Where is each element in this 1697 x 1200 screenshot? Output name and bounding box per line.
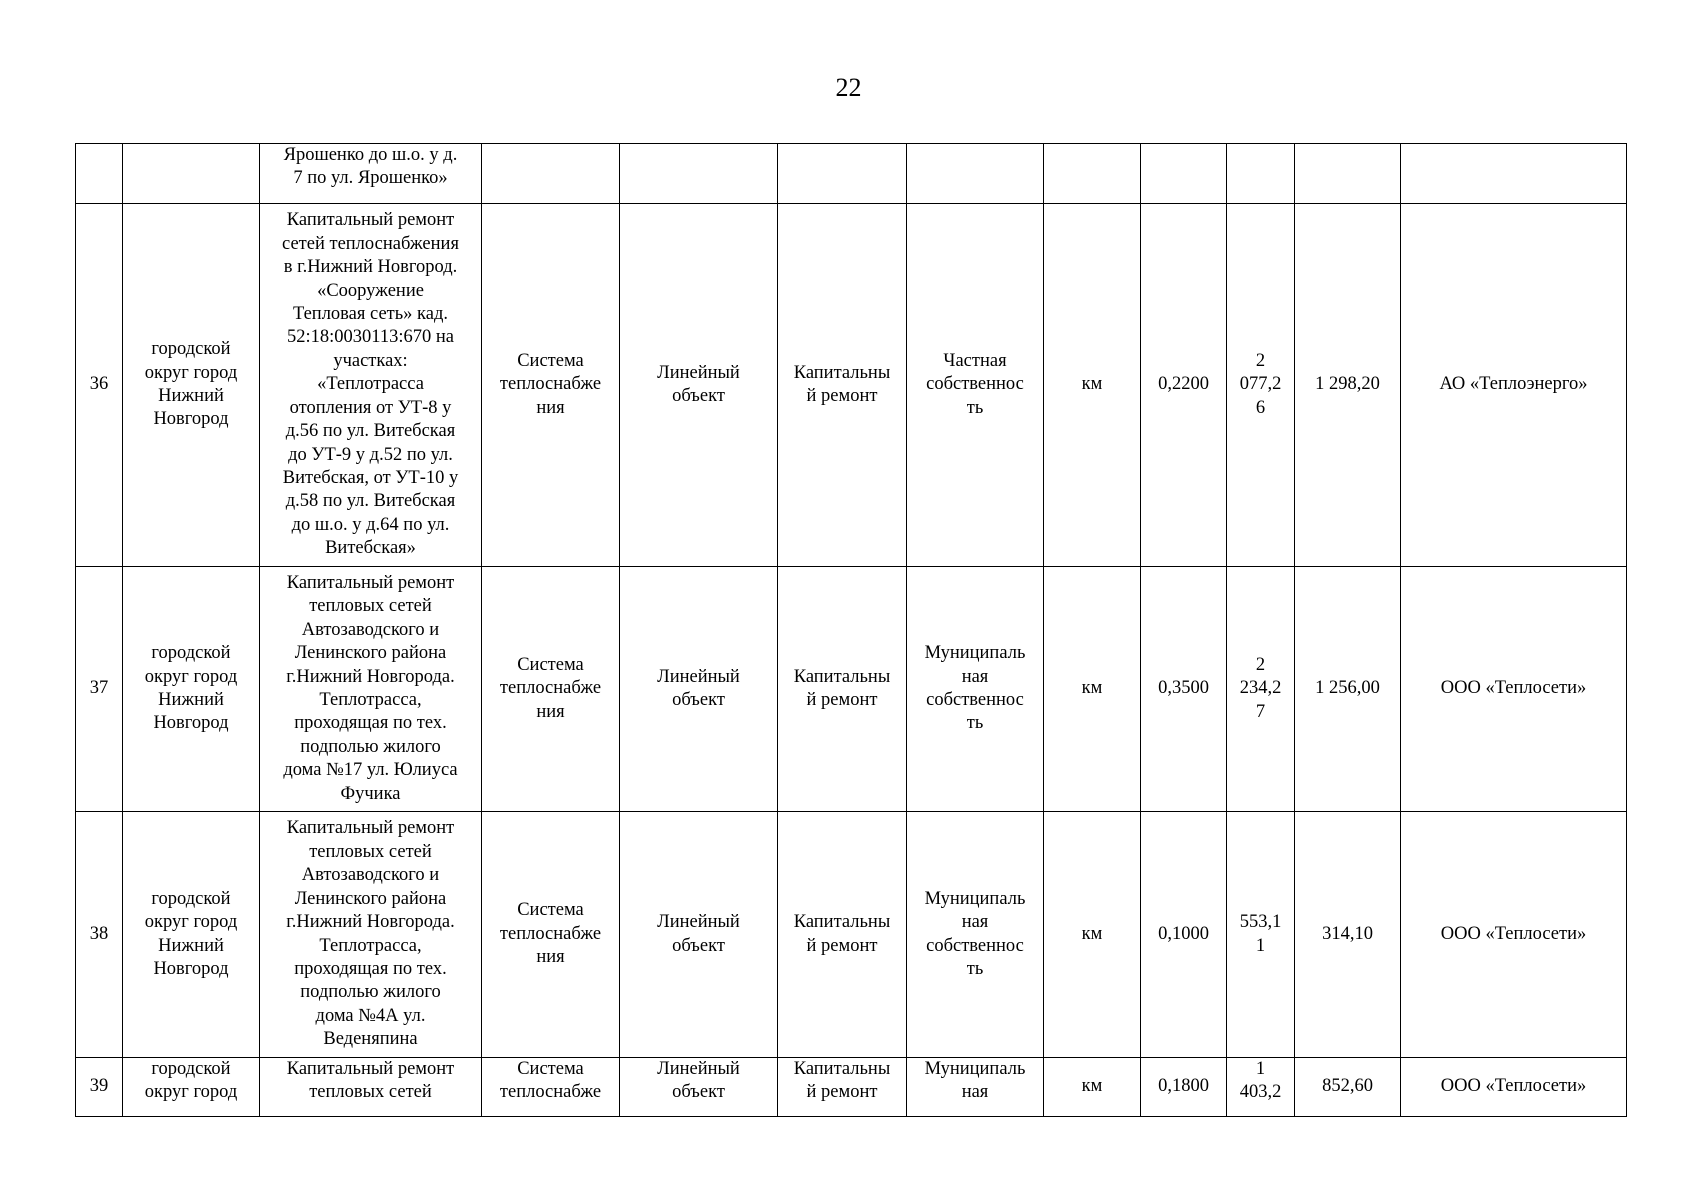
quantity: 0,1800 bbox=[1141, 1058, 1227, 1117]
operator: АО «Теплоэнерго» bbox=[1401, 204, 1627, 567]
quantity: 0,3500 bbox=[1141, 567, 1227, 812]
price: 314,10 bbox=[1295, 812, 1401, 1058]
object-type bbox=[620, 144, 778, 204]
object-type: Линейный объект bbox=[620, 1058, 778, 1117]
description: Капитальный ремонт тепловых сетей Автозаводского и Ленинского района г.Нижний Новгорода. Теплотрасса, проходящая по тех. подполью жилого дома №4А ул. Веденяпина bbox=[260, 812, 482, 1058]
system: Система теплоснабже ния bbox=[482, 812, 620, 1058]
price: 1 298,20 bbox=[1295, 204, 1401, 567]
system: Система теплоснабже ния bbox=[482, 567, 620, 812]
ownership: Муниципаль ная собственнос ть bbox=[907, 567, 1044, 812]
table-row bbox=[76, 1058, 1627, 1117]
unit: км bbox=[1044, 812, 1141, 1058]
quantity bbox=[1141, 144, 1227, 204]
table-row bbox=[76, 144, 1627, 204]
page-number: 22 bbox=[835, 73, 862, 102]
price bbox=[1295, 144, 1401, 204]
system: Система теплоснабже ния bbox=[482, 204, 620, 567]
work-type: Капитальны й ремонт bbox=[778, 567, 907, 812]
object-type: Линейный объект bbox=[620, 204, 778, 567]
ownership: Муниципаль ная bbox=[907, 1058, 1044, 1117]
unit: км bbox=[1044, 204, 1141, 567]
row-number: 36 bbox=[76, 204, 123, 567]
unit: км bbox=[1044, 567, 1141, 812]
work-type: Капитальны й ремонт bbox=[778, 812, 907, 1058]
cost bbox=[1227, 144, 1295, 204]
row-number: 38 bbox=[76, 812, 123, 1058]
operator: ООО «Теплосети» bbox=[1401, 1058, 1627, 1117]
territory: городской округ город Нижний Новгород bbox=[123, 567, 260, 812]
table-row bbox=[76, 567, 1627, 812]
work-type bbox=[778, 144, 907, 204]
unit bbox=[1044, 144, 1141, 204]
description: Капитальный ремонт сетей теплоснабжения в г.Нижний Новгород. «Сооружение Тепловая сеть» кад. 52:18:0030113:670 на участках: «Теплотрасса отопления от УТ-8 у д.56 по ул. Витебская до УТ-9 у д.52 по ул. Витебская, от УТ-10 у д.58 по ул. Витебская до ш.о. у д.64 по ул. Витебская» bbox=[260, 204, 482, 567]
work-type: Капитальны й ремонт bbox=[778, 1058, 907, 1117]
cost: 2 077,2 6 bbox=[1227, 204, 1295, 567]
operator bbox=[1401, 144, 1627, 204]
object-type: Линейный объект bbox=[620, 567, 778, 812]
operator: ООО «Теплосети» bbox=[1401, 812, 1627, 1058]
object-type: Линейный объект bbox=[620, 812, 778, 1058]
price: 1 256,00 bbox=[1295, 567, 1401, 812]
cost: 553,1 1 bbox=[1227, 812, 1295, 1058]
row-number: 37 bbox=[76, 567, 123, 812]
row-number: 39 bbox=[76, 1058, 123, 1117]
territory: городской округ город Нижний Новгород bbox=[123, 812, 260, 1058]
cost: 1 403,2 bbox=[1227, 1058, 1295, 1117]
territory bbox=[123, 144, 260, 204]
ownership: Частная собственнос ть bbox=[907, 204, 1044, 567]
work-type: Капитальны й ремонт bbox=[778, 204, 907, 567]
cost: 2 234,2 7 bbox=[1227, 567, 1295, 812]
ownership bbox=[907, 144, 1044, 204]
ownership: Муниципаль ная собственнос ть bbox=[907, 812, 1044, 1058]
description: Капитальный ремонт тепловых сетей bbox=[260, 1058, 482, 1117]
quantity: 0,2200 bbox=[1141, 204, 1227, 567]
table-row bbox=[76, 204, 1627, 567]
program-table bbox=[75, 143, 1627, 1117]
quantity: 0,1000 bbox=[1141, 812, 1227, 1058]
description: Ярошенко до ш.о. у д. 7 по ул. Ярошенко» bbox=[260, 144, 482, 204]
price: 852,60 bbox=[1295, 1058, 1401, 1117]
territory: городской округ город bbox=[123, 1058, 260, 1117]
table-row bbox=[76, 812, 1627, 1058]
unit: км bbox=[1044, 1058, 1141, 1117]
operator: ООО «Теплосети» bbox=[1401, 567, 1627, 812]
system bbox=[482, 144, 620, 204]
territory: городской округ город Нижний Новгород bbox=[123, 204, 260, 567]
description: Капитальный ремонт тепловых сетей Автозаводского и Ленинского района г.Нижний Новгорода. Теплотрасса, проходящая по тех. подполью жилого дома №17 ул. Юлиуса Фучика bbox=[260, 567, 482, 812]
system: Система теплоснабже bbox=[482, 1058, 620, 1117]
row-number bbox=[76, 144, 123, 204]
